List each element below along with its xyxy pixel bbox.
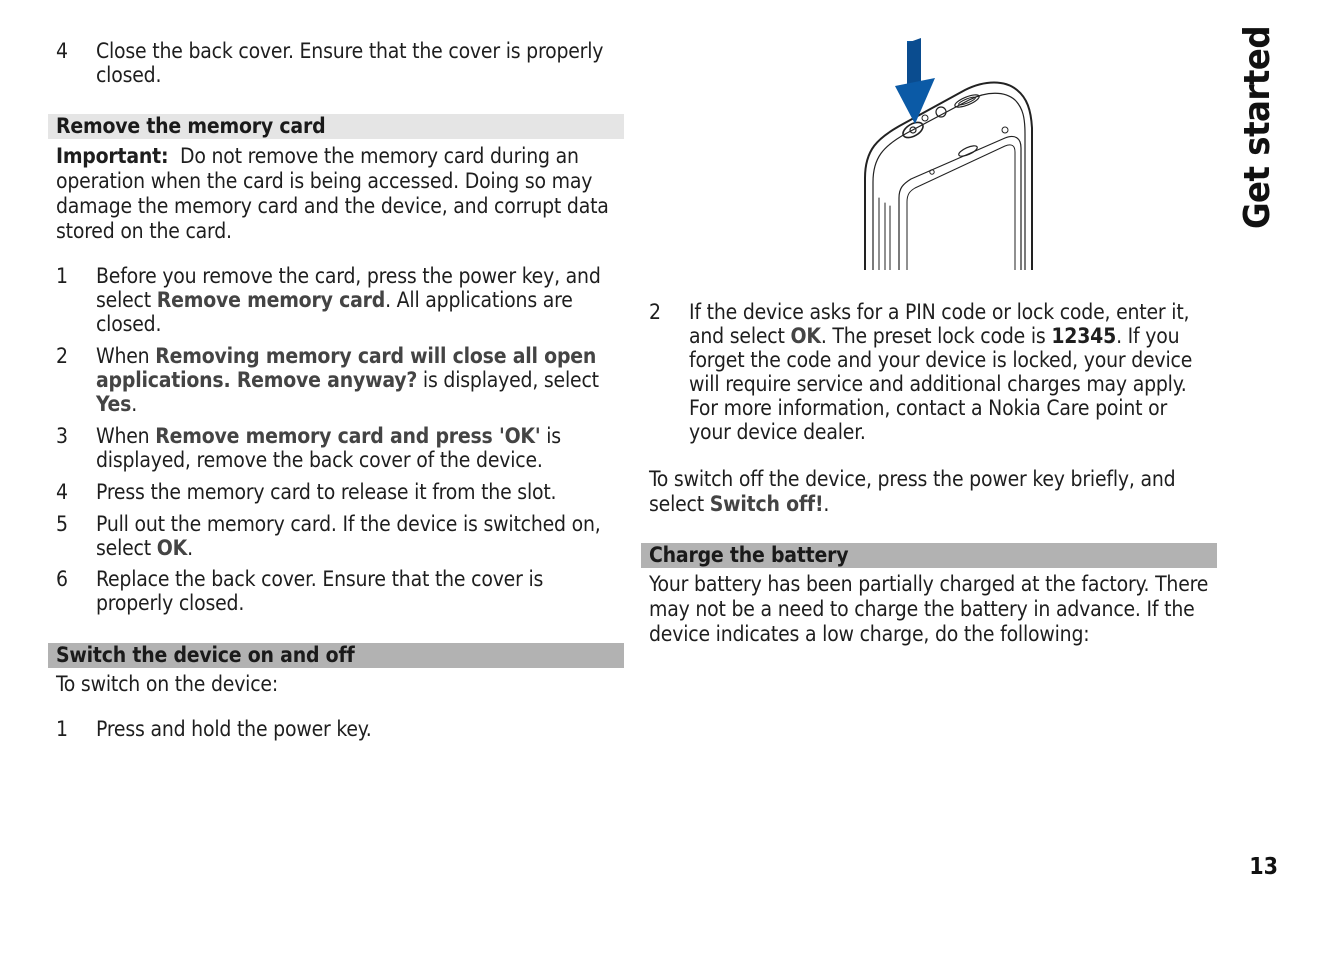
step-text <box>689 300 1217 444</box>
step-text <box>96 264 624 336</box>
step-number: 6 <box>56 567 68 591</box>
important-note <box>56 144 616 244</box>
step-text-part: is displayed, select <box>417 368 599 392</box>
menu-option-text: Switch off! <box>709 492 824 516</box>
remove-step-6 <box>48 567 624 615</box>
step-text-part: . <box>187 536 193 560</box>
menu-option-text: Yes <box>96 392 132 416</box>
step-text-part: Before you remove the card, press the power key, and select <box>96 264 601 312</box>
step-text: Close the back cover. Ensure that the cover is properly closed. <box>96 39 604 87</box>
charge-battery-heading: Charge the battery <box>641 543 1217 568</box>
step-number: 5 <box>56 512 68 536</box>
step-text-part: . All applications are closed. <box>96 288 573 336</box>
remove-step-3 <box>48 424 624 472</box>
section-side-title <box>1236 25 1280 229</box>
switch-on-step-1 <box>48 717 624 741</box>
paragraph-text: . <box>823 492 830 516</box>
step-number: 2 <box>649 300 661 324</box>
step-text: Replace the back cover. Ensure that the cover is properly closed. <box>96 567 544 615</box>
down-arrow-icon <box>895 38 935 124</box>
step-text-part: When <box>96 344 156 368</box>
prompt-text: Remove memory card and press 'OK' <box>155 424 541 448</box>
step-text <box>96 424 624 472</box>
close-cover-step <box>48 39 624 87</box>
prompt-text: Removing memory card will close all open applications. Remove anyway? <box>96 344 597 392</box>
switch-on-step-2 <box>641 300 1217 444</box>
remove-step-5 <box>48 512 624 560</box>
step-text: Press and hold the power key. <box>96 717 372 741</box>
paragraph-text: To switch off the device, press the power key briefly, and select <box>649 467 1176 516</box>
step-number: 4 <box>56 480 68 504</box>
switch-off-paragraph <box>649 467 1209 517</box>
remove-step-1 <box>48 264 624 336</box>
step-text-part: . The preset lock code is <box>820 324 1052 348</box>
menu-option-text: OK <box>790 324 821 348</box>
step-text-part: is displayed, remove the back cover of the device. <box>96 424 561 472</box>
step-number: 3 <box>56 424 68 448</box>
lock-code-text: 12345 <box>1051 324 1117 348</box>
important-label: Important: <box>56 144 169 168</box>
step-text-part: When <box>96 424 156 448</box>
remove-step-4 <box>48 480 624 504</box>
step-text-part: If the device asks for a PIN code or lock code, enter it, and select <box>689 300 1190 348</box>
step-number: 1 <box>56 264 68 288</box>
switch-on-intro: To switch on the device: <box>56 672 279 696</box>
step-text: Press the memory card to release it from the slot. <box>96 480 557 504</box>
step-number: 2 <box>56 344 68 368</box>
remove-memory-card-heading: Remove the memory card <box>48 114 624 139</box>
menu-option-text: Remove memory card <box>156 288 386 312</box>
step-text <box>96 512 624 560</box>
charge-battery-paragraph: Your battery has been partially charged at the factory. There may not be a need to charge the battery in advance. If the device indicates a low charge, do the following: <box>649 572 1209 646</box>
remove-step-2 <box>48 344 624 416</box>
step-number: 1 <box>56 717 68 741</box>
side-title-text: Get started <box>1237 25 1279 229</box>
page-number: 13 <box>1249 854 1278 880</box>
step-text <box>96 344 624 416</box>
step-text-part: . <box>131 392 138 416</box>
menu-option-text: OK <box>156 536 188 560</box>
step-text-part: . If you forget the code and your device is locked, your device will require service and additional charges may apply. For more information, contact a Nokia Care point or your device dealer. <box>689 324 1193 444</box>
phone-power-key-illustration <box>855 38 1045 270</box>
switch-on-off-heading: Switch the device on and off <box>48 643 624 668</box>
step-text-part: Pull out the memory card. If the device is switched on, select <box>96 512 601 560</box>
important-text: Do not remove the memory card during an operation when the card is being accessed. Doing so may damage the memory card and the device, and corrupt data stored on the card. <box>56 144 609 243</box>
step-number: 4 <box>56 39 68 63</box>
